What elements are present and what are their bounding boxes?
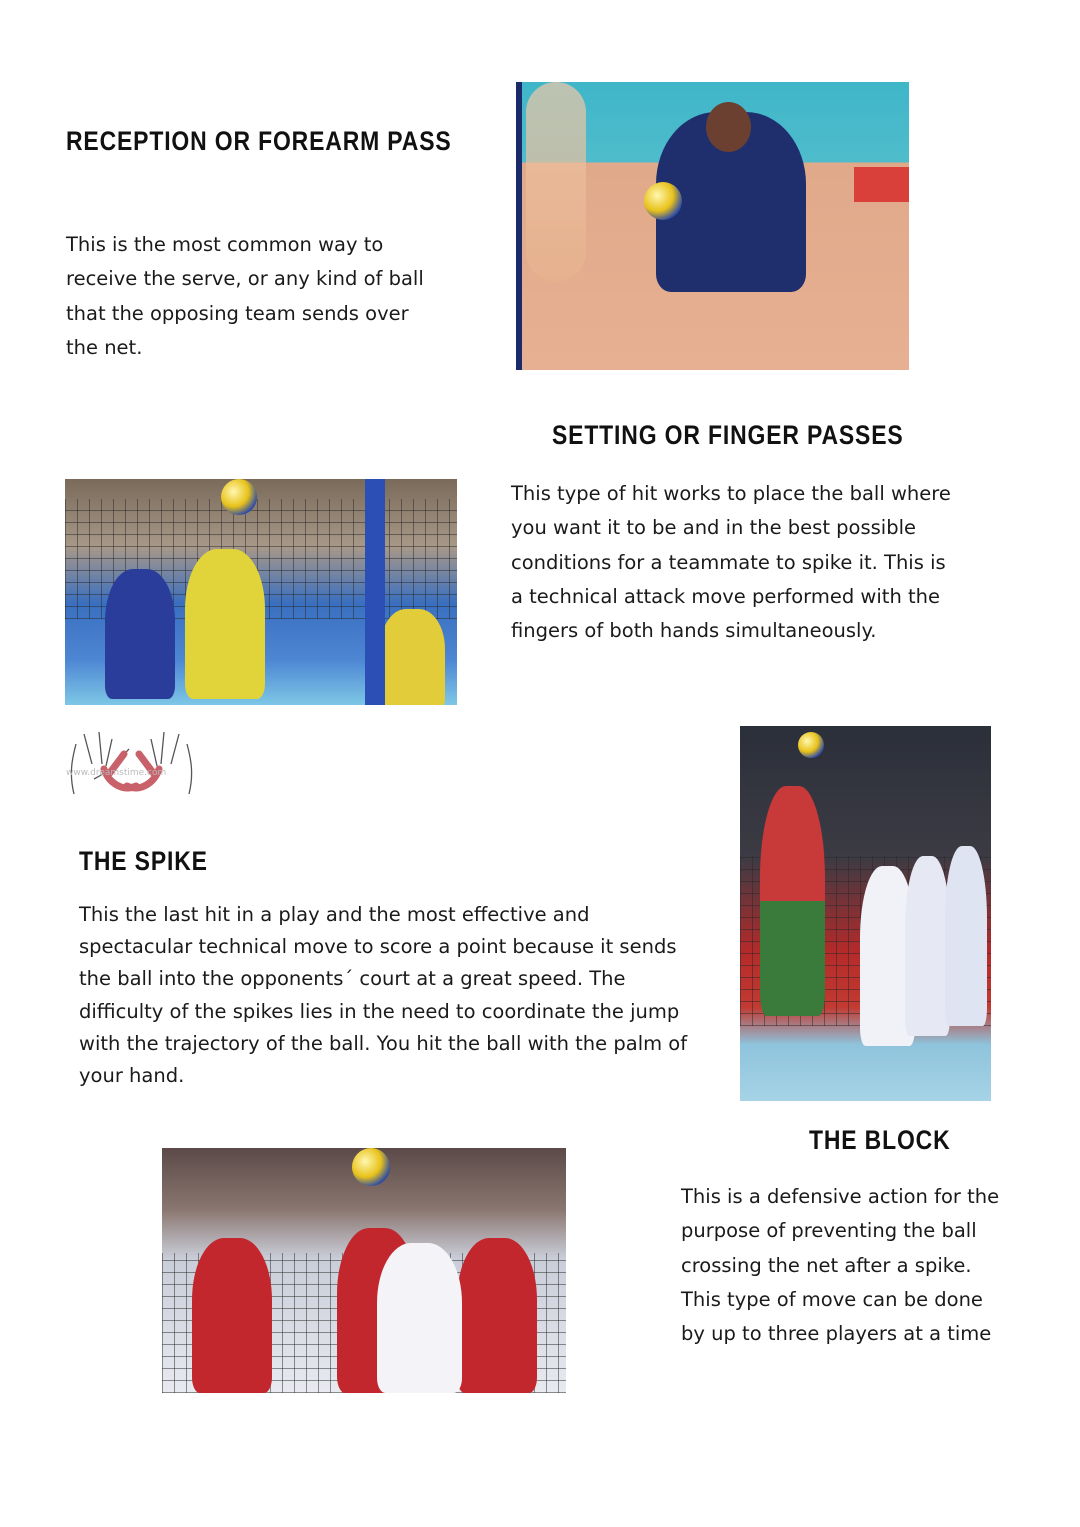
block-photo <box>162 1148 566 1393</box>
spike-photo <box>740 726 991 1101</box>
block-title: THE BLOCK <box>809 1125 951 1155</box>
forearm-pass-photo <box>516 82 909 370</box>
spike-title: THE SPIKE <box>79 846 208 876</box>
setting-body: This type of hit works to place the ball where you want it to be and in the best possible conditions for a teammate to spike it. This is a technical attack move performed with the fingers of both hands simultaneously. <box>511 482 951 643</box>
setting-title: SETTING OR FINGER PASSES <box>552 420 904 450</box>
finger-pass-hands-illustration <box>64 724 199 804</box>
reception-title: RECEPTION OR FOREARM PASS <box>66 126 452 156</box>
watermark-text: www.dreamstime.com <box>66 768 167 778</box>
block-body: This is a defensive action for the purpose of preventing the ball crossing the net after a spike. This type of move can be done by up to three players at a time <box>681 1185 1000 1346</box>
reception-body: This is the most common way to receive the serve, or any kind of ball that the opposing team sends over the net. <box>66 233 424 359</box>
spike-body: This the last hit in a play and the most effective and spectacular technical move to score a point because it sends the ball into the opponents´ court at a great speed. The difficulty of the spikes lies in the need to coordinate the jump with the trajectory of the ball. You hit the ball with the palm of your hand. <box>79 903 688 1088</box>
setting-photo <box>65 479 457 705</box>
